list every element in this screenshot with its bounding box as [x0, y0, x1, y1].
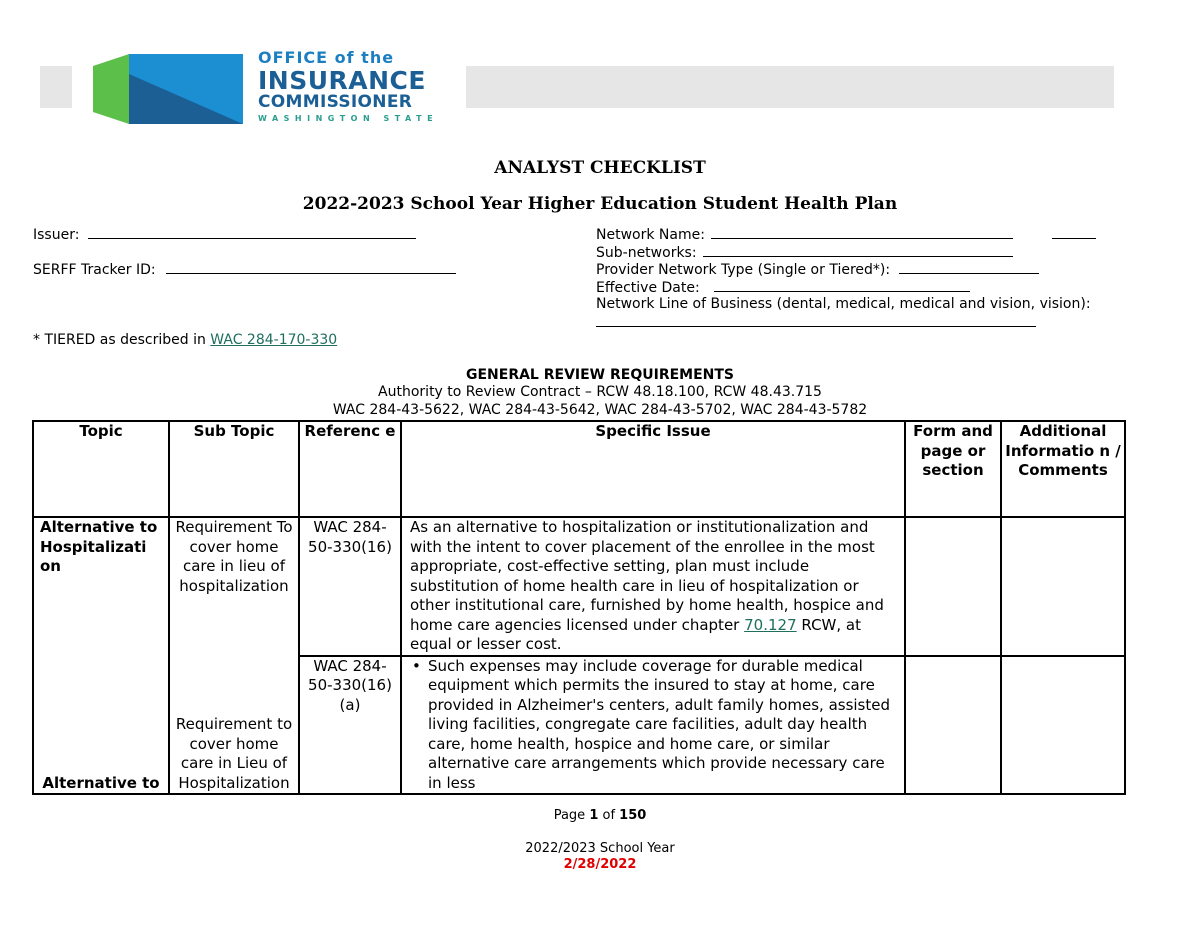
col-header-form-page: Form and page or section [905, 421, 1001, 517]
row2-form-page-cell[interactable] [905, 656, 1001, 795]
row2-bullet: • Such expenses may include coverage for durable medical equipment which permits the insured to stay at home, care provided in Alzheimer's centers, adult family homes, assisted living facilities, congregate care facilities, adult day health care, home health, hospice and home care, or similar alternative care arrangements which provide necessary care in less [428, 657, 902, 794]
logo-commissioner-text: COMMISSIONER [258, 92, 413, 112]
page-total: 150 [619, 808, 647, 823]
header-band-left [40, 66, 72, 108]
page-number: 1 [589, 808, 599, 823]
network-lob-label: Network Line of Business (dental, medical, medical and vision, vision): [596, 296, 1091, 312]
tiered-note [33, 332, 337, 348]
table-row [33, 517, 1125, 656]
logo-state-text: WASHINGTON STATE [258, 114, 439, 123]
rcw-70-127-link[interactable]: 70.127 [744, 615, 797, 634]
row1-form-page-cell[interactable] [905, 517, 1001, 656]
oic-logo-graphic [93, 54, 243, 124]
serff-input-line[interactable] [166, 261, 456, 274]
review-table [32, 420, 1126, 795]
col-header-topic: Topic [33, 421, 169, 517]
header-band-right [466, 66, 1114, 108]
col-header-reference: Referenc e [299, 421, 401, 517]
row1-issue-text: As an alternative to hospitalization or institutionalization and with the intent to cover placement of the enrollee in the most appropriate, cost-effective setting, plan must include substitution of home health care in lieu of hospitalization or other institutional care, furnished by home health, hospice and home care agencies licensed under chapter [410, 518, 884, 634]
sub-networks-label: Sub-networks: [596, 245, 697, 261]
serff-label: SERFF Tracker ID: [33, 262, 156, 278]
section-authority: Authority to Review Contract – RCW 48.18.100, RCW 48.43.715 [378, 384, 822, 400]
network-name-input-line[interactable] [711, 226, 1013, 239]
issuer-input-line[interactable] [88, 226, 416, 239]
row1-comments-cell[interactable] [1001, 517, 1125, 656]
footer-school-year: 2022/2023 School Year [525, 841, 675, 856]
table-header-row [33, 421, 1125, 517]
sub-networks-field[interactable] [596, 244, 1013, 261]
col-header-subtopic: Sub Topic [169, 421, 299, 517]
row1-subtopic: Requirement To cover home care in lieu of hospitalization [169, 517, 299, 656]
row1-reference: WAC 284-50-330(16) [299, 517, 401, 656]
row1-issue-suffix: RCW, at equal or lesser cost. [410, 615, 861, 653]
provider-network-type-field[interactable] [596, 261, 1039, 278]
row1-topic: Alternative to Hospitalizati on [33, 517, 169, 656]
network-name-extra-line[interactable] [1052, 226, 1096, 239]
section-heading: GENERAL REVIEW REQUIREMENTS [465, 367, 735, 383]
network-lob-input-line[interactable] [596, 326, 1036, 327]
provider-network-type-label: Provider Network Type (Single or Tiered*): [596, 262, 891, 278]
oic-logo-text [258, 50, 438, 123]
row1-specific-issue [401, 517, 905, 656]
row2-reference: WAC 284-50-330(16) (a) [299, 656, 401, 795]
provider-network-type-input-line[interactable] [899, 261, 1039, 274]
serff-field[interactable] [33, 261, 456, 278]
logo-office-text: OFFICE of the [258, 48, 395, 67]
effective-date-field[interactable] [596, 279, 970, 296]
network-name-label: Network Name: [596, 227, 705, 243]
wac-284-170-330-link[interactable]: WAC 284-170-330 [210, 332, 338, 348]
row2-subtopic: Requirement to cover home care in Lieu of Hospitalization [169, 656, 299, 795]
col-header-specific-issue: Specific Issue [401, 421, 905, 517]
issuer-field[interactable] [33, 226, 416, 243]
network-name-field[interactable] [596, 226, 1096, 243]
effective-date-input-line[interactable] [714, 279, 970, 292]
section-wacs: WAC 284-43-5622, WAC 284-43-5642, WAC 284-43-5702, WAC 284-43-5782 [332, 402, 868, 418]
tiered-note-text: * TIERED as described in [33, 332, 206, 348]
page-title: ANALYST CHECKLIST [494, 158, 706, 178]
row2-topic: Alternative to [33, 656, 169, 795]
row2-comments-cell[interactable] [1001, 656, 1125, 795]
sub-networks-input-line[interactable] [703, 244, 1013, 257]
page-of: of [602, 808, 616, 823]
page-indicator [0, 808, 1200, 823]
page-subtitle: 2022-2023 School Year Higher Education Student Health Plan [302, 194, 898, 214]
table-row [33, 656, 1125, 795]
footer-date: 2/28/2022 [563, 857, 637, 872]
col-header-additional-info: Additional Informatio n / Comments [1001, 421, 1125, 517]
row2-specific-issue [401, 656, 905, 795]
logo-insurance-text: INSURANCE [258, 66, 426, 95]
network-lob-field [596, 296, 1091, 312]
issuer-label: Issuer: [33, 227, 80, 243]
page-prefix: Page [553, 808, 586, 823]
effective-date-label: Effective Date: [596, 280, 700, 296]
